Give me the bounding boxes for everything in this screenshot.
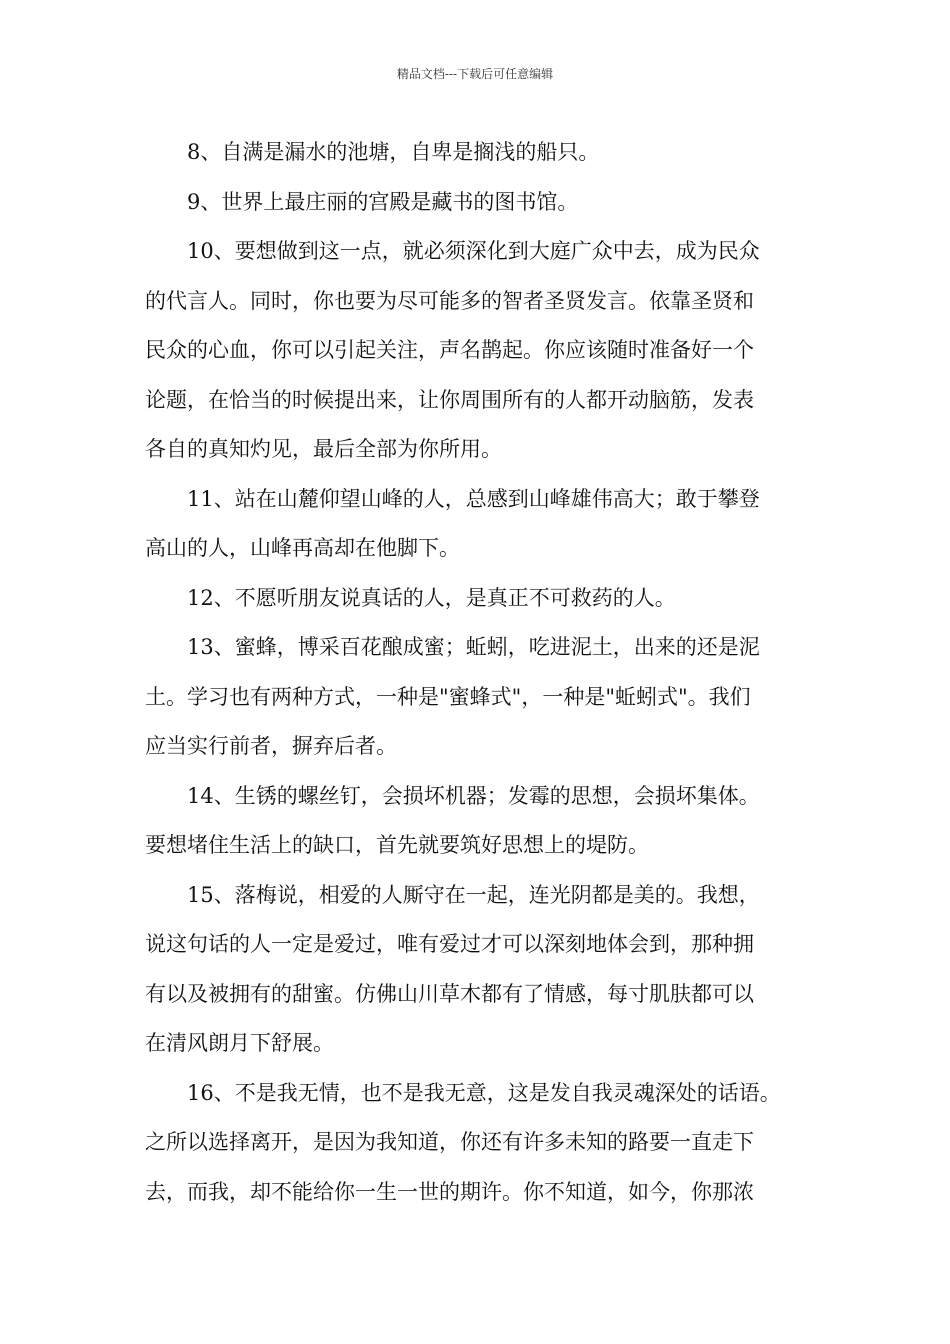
text-line: 的代言人。同时，你也要为尽可能多的智者圣贤发言。依靠圣贤和 — [145, 288, 754, 313]
text-line: 论题，在恰当的时候提出来，让你周围所有的人都开动脑筋，发表 — [145, 387, 754, 412]
page-header: 精品文档---下载后可任意编辑 — [396, 67, 554, 81]
text-line: 8、自满是漏水的池塘，自卑是搁浅的船只。 — [187, 140, 600, 164]
document-body — [145, 128, 825, 1217]
text-line: 土。学习也有两种方式，一种是"蜜蜂式"，一种是"蚯蚓式"。我们 — [145, 684, 751, 709]
text-line: 14、生锈的螺丝钉，会损坏机器；发霉的思想，会损坏集体。 — [187, 783, 760, 808]
text-line: 去，而我，却不能给你一生一世的期许。你不知道，如今，你那浓 — [145, 1179, 754, 1204]
text-line: 11、站在山麓仰望山峰的人，总感到山峰雄伟高大；敢于攀登 — [187, 486, 760, 511]
text-line: 要想堵住生活上的缺口，首先就要筑好思想上的堤防。 — [145, 833, 649, 857]
text-line: 12、不愿听朋友说真话的人，是真正不可救药的人。 — [187, 585, 676, 610]
text-line: 13、蜜蜂，博采百花酿成蜜；蚯蚓，吃进泥土，出来的还是泥 — [187, 635, 760, 659]
text-line: 9、世界上最庄丽的宫殿是藏书的图书馆。 — [187, 189, 579, 214]
text-line: 之所以选择离开，是因为我知道，你还有许多未知的路要一直走下 — [145, 1130, 754, 1154]
text-line: 民众的心血，你可以引起关注，声名鹊起。你应该随时准备好一个 — [145, 338, 754, 362]
text-line: 在清风朗月下舒展。 — [145, 1031, 334, 1055]
text-line: 应当实行前者，摒弃后者。 — [145, 734, 397, 758]
text-line: 高山的人，山峰再高却在他脚下。 — [145, 536, 460, 560]
text-line: 说这句话的人一定是爱过，唯有爱过才可以深刻地体会到，那种拥 — [145, 932, 754, 956]
text-line: 10、要想做到这一点，就必须深化到大庭广众中去，成为民众 — [187, 239, 760, 263]
text-line: 各自的真知灼见，最后全部为你所用。 — [145, 437, 502, 461]
text-line: 16、不是我无情，也不是我无意，这是发自我灵魂深处的话语。 — [187, 1080, 781, 1105]
text-line: 有以及被拥有的甜蜜。仿佛山川草木都有了情感，每寸肌肤都可以 — [145, 981, 754, 1006]
text-line: 15、落梅说，相爱的人厮守在一起，连光阴都是美的。我想， — [187, 882, 760, 907]
